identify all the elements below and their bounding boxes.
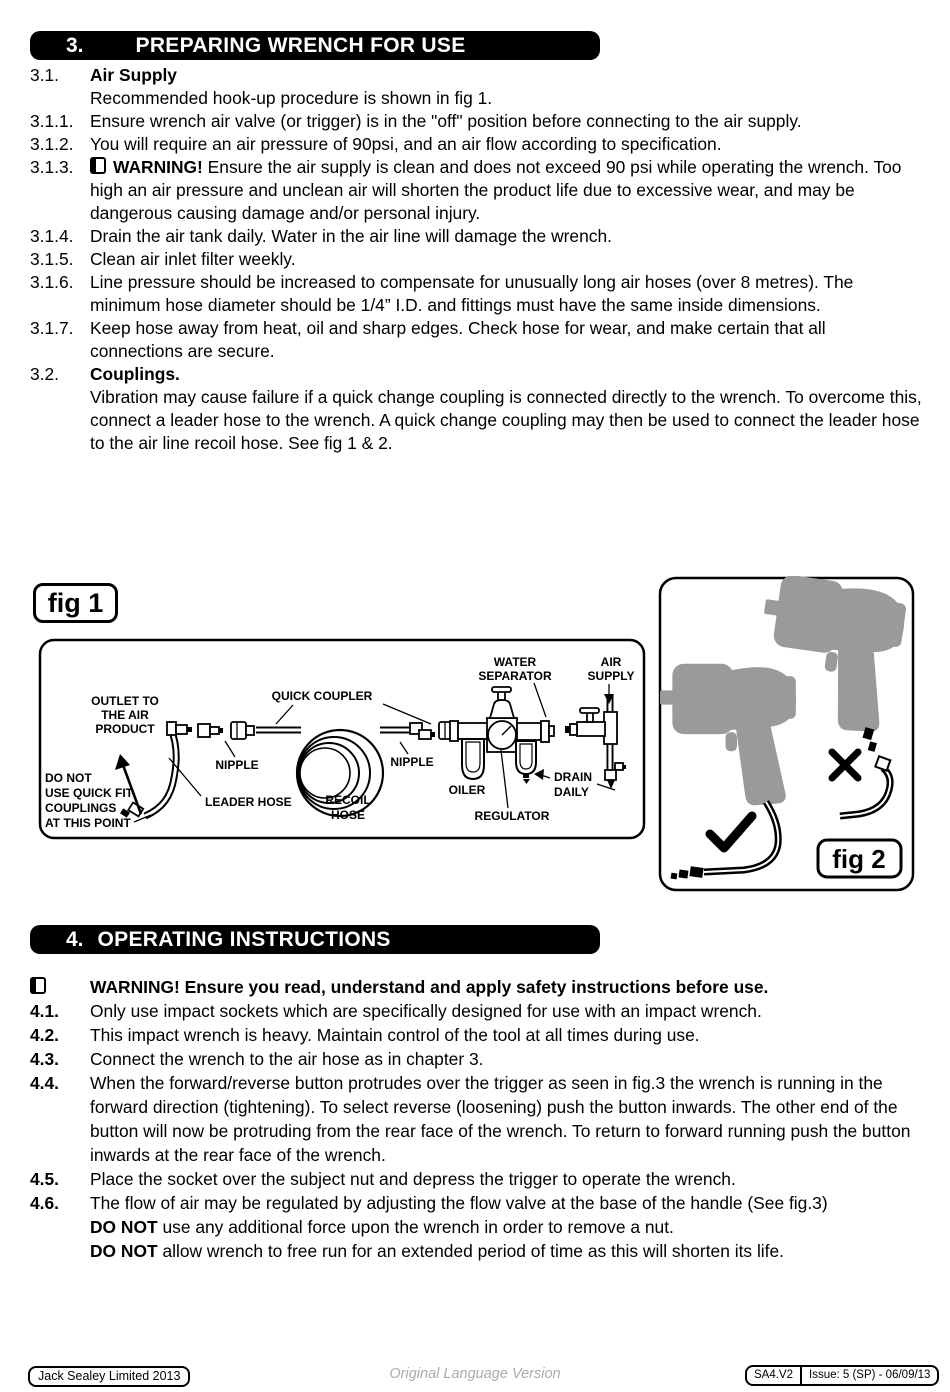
fig1-label: fig 1 — [33, 583, 118, 623]
item-number: 3.1.3. — [30, 157, 74, 177]
item-number: 3.1.1. — [30, 111, 74, 131]
list-item — [30, 248, 922, 271]
list-item — [30, 1239, 922, 1263]
cross-mark-icon — [832, 752, 858, 778]
nipple-left-label: NIPPLE — [215, 758, 259, 772]
item-number: 4.5. — [30, 1169, 60, 1189]
item-text: Connect the wrench to the air hose as in chapter 3. — [90, 1049, 484, 1069]
list-item — [30, 1191, 922, 1215]
item-number: 3.1.7. — [30, 318, 74, 338]
list-item — [30, 271, 922, 317]
item-number: 3.1.6. — [30, 272, 74, 292]
do-not-label: DO NOT — [90, 1217, 158, 1237]
item-text: Keep hose away from heat, oil and sharp edges. Check hose for wear, and make certain that all connections are secure. — [90, 318, 826, 361]
nipple-right-drawing — [410, 723, 435, 739]
item-text: You will require an air pressure of 90psi, and an air flow according to specification. — [90, 134, 722, 154]
section-number: 4. — [66, 927, 84, 951]
section-title: OPERATING INSTRUCTIONS — [97, 927, 391, 951]
fig2-label — [818, 840, 901, 877]
item-number — [30, 1215, 90, 1239]
item-text: This impact wrench is heavy. Maintain control of the tool at all times during use. — [90, 1025, 700, 1045]
item-number — [30, 975, 90, 999]
item-number — [30, 1239, 90, 1263]
section-3-body — [30, 64, 922, 455]
footer-issue-box — [745, 1365, 939, 1386]
item-number — [30, 87, 90, 110]
frl-unit-drawing — [450, 687, 554, 784]
list-item — [30, 386, 922, 455]
drain-daily-label: DRAIN — [554, 770, 592, 784]
svg-text:fig 2: fig 2 — [832, 844, 886, 874]
warning-label: WARNING! — [113, 157, 203, 177]
list-item — [30, 64, 922, 87]
section-4-header — [30, 925, 600, 954]
list-item-warning — [30, 156, 922, 225]
item-number: 3.1.5. — [30, 249, 74, 269]
svg-text:PRODUCT: PRODUCT — [95, 722, 155, 736]
item-text: Clean air inlet filter weekly. — [90, 249, 296, 269]
item-text: When the forward/reverse button protrudes over the trigger as seen in fig.3 the wrench is running in the forward direction (tightening). To select reverse (loosening) push the button inwards. The other end of the button will now be protruding from the rear face of the wrench. To return to forward running push the button inwards at the rear face of the wrench. — [90, 1073, 911, 1165]
footer-language-note: Original Language Version — [389, 1366, 561, 1382]
section-4-body — [30, 975, 922, 1263]
manual-book-icon — [30, 977, 46, 994]
item-number: 4.2. — [30, 1025, 60, 1045]
item-text: Ensure wrench air valve (or trigger) is in the "off" position before connecting to the air supply. — [90, 111, 802, 131]
item-text: Place the socket over the subject nut and depress the trigger to operate the wrench. — [90, 1169, 736, 1189]
warning-text: Ensure the air supply is clean and does not exceed 90 psi while operating the wrench. Too high an air pressure and unclean air will shorten the product life due to excessive wear, and may be dangerous causing damage and/or personal injury. — [90, 157, 902, 223]
item-text: Line pressure should be increased to compensate for unusually long air hoses (over 8 metres). The minimum hose diameter should be 1/4” I.D. and fittings must have the same inside dimensions. — [90, 272, 854, 315]
list-item — [30, 363, 922, 386]
water-separator-label: WATER — [493, 655, 537, 669]
list-item — [30, 87, 922, 110]
item-text: Drain the air tank daily. Water in the air line will damage the wrench. — [90, 226, 612, 246]
leader-hose-label: LEADER HOSE — [205, 795, 292, 809]
do-not-label: DO NOT — [90, 1241, 158, 1261]
item-number: 3.2. — [30, 364, 60, 384]
item-text: The flow of air may be regulated by adjusting the flow valve at the base of the handle (See fig.3) — [90, 1193, 828, 1213]
list-item — [30, 225, 922, 248]
footer-issue-info: Issue: 5 (SP) - 06/09/13 — [800, 1367, 937, 1384]
item-text: Recommended hook-up procedure is shown in fig 1. — [90, 88, 493, 108]
svg-text:AT THIS POINT: AT THIS POINT — [45, 816, 131, 830]
footer-model-code: SA4.V2 — [754, 1369, 793, 1381]
section-3-header — [30, 31, 600, 60]
nipple-left-drawing — [198, 724, 223, 737]
air-supply-label: AIR — [600, 655, 622, 669]
svg-text:DAILY: DAILY — [554, 785, 589, 799]
list-item-warning — [30, 975, 922, 999]
nipple-right-label: NIPPLE — [390, 755, 434, 769]
svg-text:COUPLINGS: COUPLINGS — [45, 801, 117, 815]
list-item — [30, 1071, 922, 1167]
footer-company-box: Jack Sealey Limited 2013 — [28, 1366, 190, 1387]
warning-text: WARNING! Ensure you read, understand and apply safety instructions before use. — [90, 977, 769, 997]
svg-text:THE AIR: THE AIR — [101, 708, 149, 722]
item-heading: Air Supply — [90, 65, 177, 85]
svg-text:USE QUICK FIT: USE QUICK FIT — [45, 786, 134, 800]
list-item — [30, 1047, 922, 1071]
svg-text:HOSE: HOSE — [330, 808, 366, 822]
manual-book-icon — [90, 157, 106, 174]
item-number: 4.4. — [30, 1073, 60, 1093]
item-number: 4.6. — [30, 1193, 60, 1213]
item-number: 4.3. — [30, 1049, 60, 1069]
oiler-label: OILER — [448, 783, 486, 797]
list-item — [30, 1215, 922, 1239]
item-number: 3.1.4. — [30, 226, 74, 246]
list-item — [30, 1023, 922, 1047]
item-text: DO NOT allow wrench to free run for an extended period of time as this will shorten its life. — [90, 1241, 785, 1261]
item-number — [30, 386, 90, 455]
regulator-label: REGULATOR — [474, 809, 550, 823]
quick-coupler-label: QUICK COUPLER — [271, 689, 373, 703]
fig1-diagram — [38, 638, 646, 840]
recoil-hose-label: RECOIL — [325, 793, 371, 807]
list-item — [30, 1167, 922, 1191]
impact-wrench-silhouette-lower — [660, 664, 796, 806]
item-number: 4.1. — [30, 1001, 60, 1021]
svg-text:SEPARATOR: SEPARATOR — [478, 669, 552, 683]
section-number: 3. — [66, 33, 84, 57]
list-item — [30, 110, 922, 133]
item-text: Only use impact sockets which are specifically designed for use with an impact wrench. — [90, 1001, 762, 1021]
item-number: 3.1.2. — [30, 134, 74, 154]
item-heading: Couplings. — [90, 364, 180, 384]
section-title: PREPARING WRENCH FOR USE — [135, 33, 466, 57]
check-mark-icon — [710, 816, 752, 848]
item-number: 3.1. — [30, 65, 60, 85]
svg-text:SUPPLY: SUPPLY — [587, 669, 635, 683]
outlet-label: OUTLET TO — [91, 694, 159, 708]
leader-hose-drawing — [120, 722, 192, 818]
quick-coupler-left-drawing — [231, 722, 254, 739]
item-text: Vibration may cause failure if a quick change coupling is connected directly to the wrench. To overcome this, connect a leader hose to the wrench. A quick change coupling may then be used to connect the leader hose to the air line recoil hose. See fig 1 & 2. — [90, 387, 922, 453]
fig2-diagram — [658, 576, 915, 892]
item-text — [90, 156, 922, 225]
list-item — [30, 133, 922, 156]
do-not-label: DO NOT — [45, 771, 92, 785]
item-text: DO NOT use any additional force upon the wrench in order to remove a nut. — [90, 1217, 674, 1237]
list-item — [30, 999, 922, 1023]
list-item — [30, 317, 922, 363]
